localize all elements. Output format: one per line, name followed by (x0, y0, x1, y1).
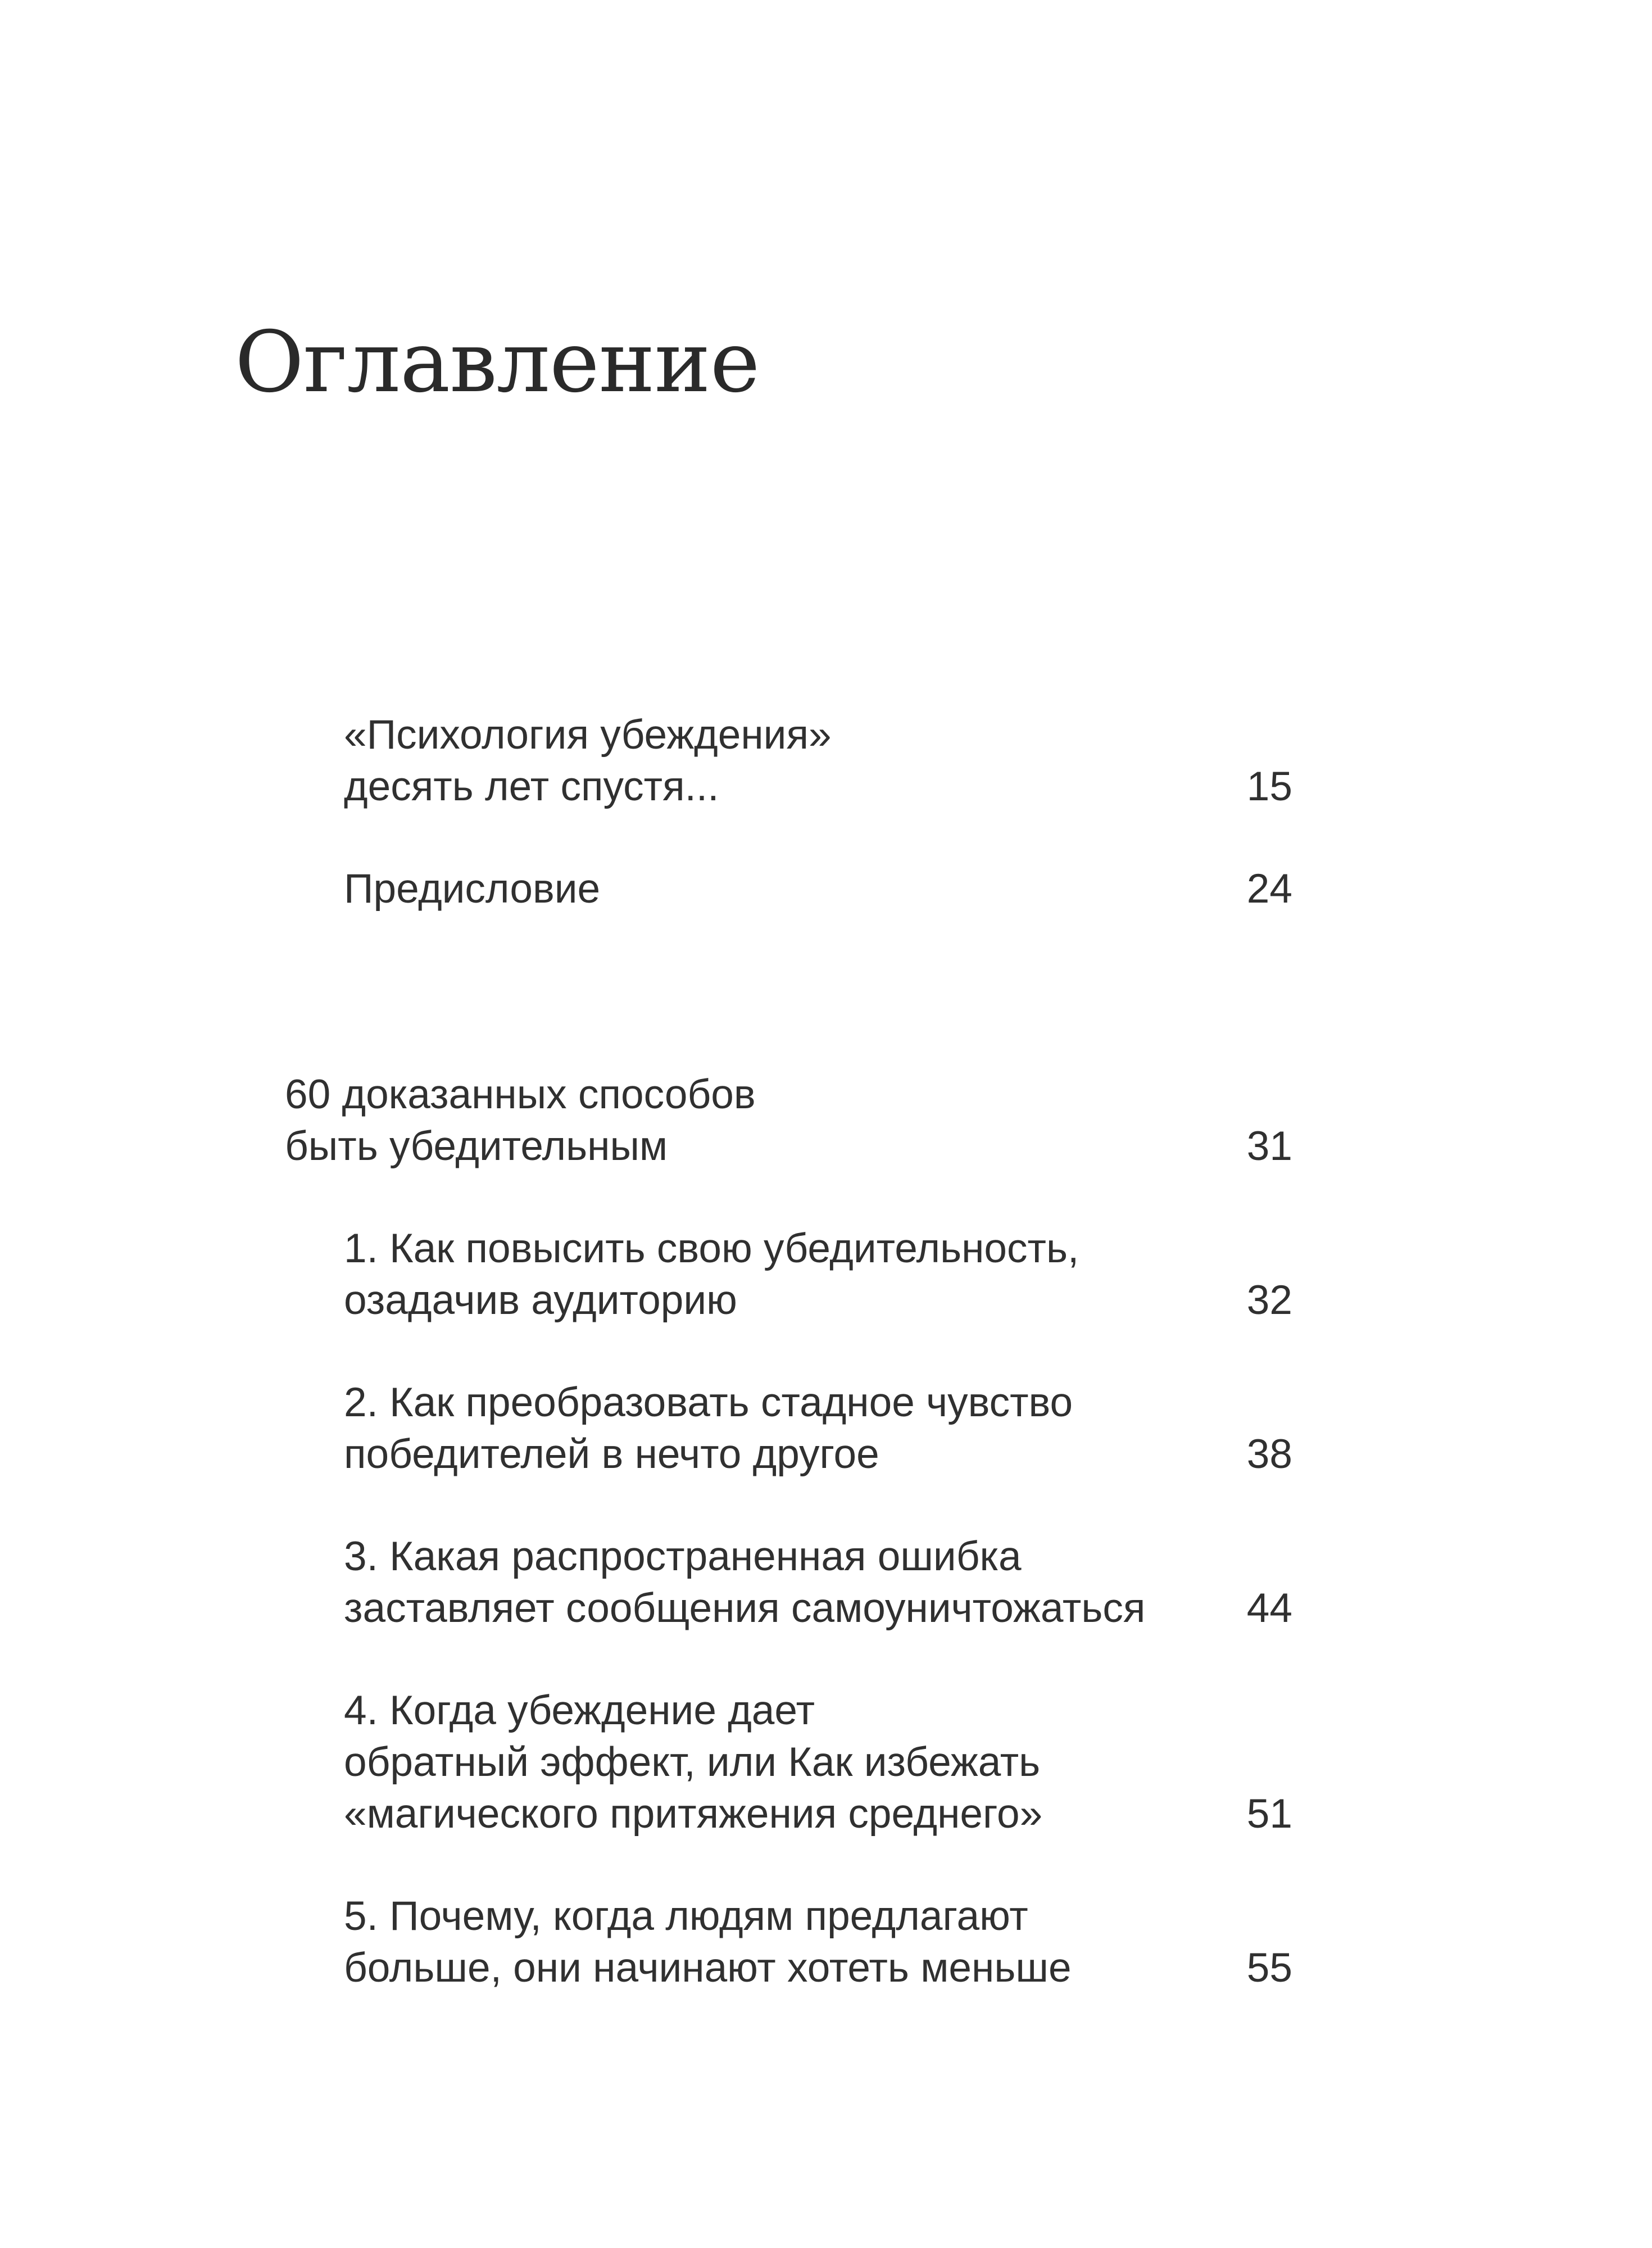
toc-entry-text: Предисловие (344, 866, 601, 912)
toc-entry-text: 1. Как повысить свою убедительность, озадачив аудиторию (344, 1226, 1079, 1323)
toc-entry-part-60-ways[interactable] (285, 1069, 1292, 1172)
toc-entry-preface[interactable] (344, 863, 1292, 915)
toc-entry-page-number: 24 (1246, 866, 1292, 912)
toc-entry-text: 3. Какая распространенная ошибка заставляет сообщения самоуничтожаться (344, 1534, 1146, 1631)
toc-entry-page-number: 31 (1246, 1123, 1292, 1169)
toc-entry-chapter-3[interactable] (344, 1531, 1292, 1634)
toc-entry-chapter-4[interactable] (344, 1685, 1292, 1840)
toc-entry-page-number: 51 (1246, 1791, 1292, 1837)
toc-entry-text: 2. Как преобразовать стадное чувство победителей в нечто другое (344, 1380, 1073, 1477)
toc-entry-page-number: 15 (1246, 764, 1292, 809)
toc-entry-page-number: 44 (1246, 1585, 1292, 1631)
toc-entry-chapter-1[interactable] (344, 1223, 1292, 1326)
toc-entry-page-number: 38 (1246, 1431, 1292, 1477)
toc-entry-text: 5. Почему, когда людям предлагают больше, они начинают хотеть меньше (344, 1893, 1072, 1991)
toc-entry-page-number: 32 (1246, 1277, 1292, 1323)
page-title: Оглавление (235, 314, 760, 411)
toc-entry-text: 4. Когда убеждение дает обратный эффект, или Как избежать «магического притяжения среднего» (344, 1688, 1043, 1837)
toc-entry-text: «Психология убеждения» десять лет спустя... (344, 712, 832, 809)
toc-entry-chapter-5[interactable] (344, 1891, 1292, 1994)
toc-entry-afterword[interactable] (344, 709, 1292, 813)
toc-entry-text: 60 доказанных способов быть убедительным (285, 1072, 756, 1169)
toc-entry-page-number: 55 (1246, 1945, 1292, 1991)
toc-entry-chapter-2[interactable] (344, 1377, 1292, 1480)
